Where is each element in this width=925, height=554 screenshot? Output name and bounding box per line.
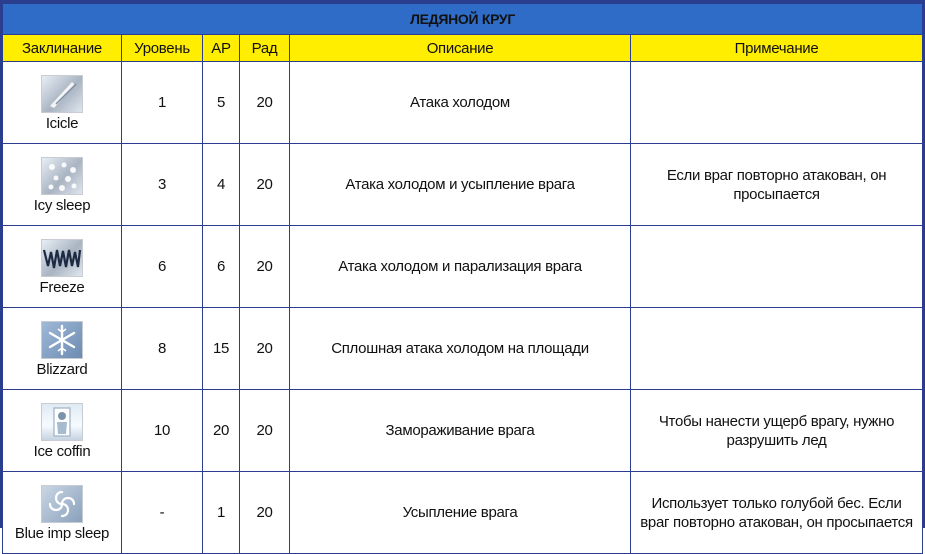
level-cell: 8 xyxy=(122,308,203,390)
spell-name: Freeze xyxy=(39,279,85,296)
radius-cell: 20 xyxy=(240,308,290,390)
spell-cell xyxy=(3,390,122,472)
spell-cell xyxy=(3,144,122,226)
table-row xyxy=(3,308,923,390)
spell-name: Icy sleep xyxy=(33,197,91,214)
table-title: ЛЕДЯНОЙ КРУГ xyxy=(3,4,923,35)
table-row xyxy=(3,144,923,226)
radius-cell: 20 xyxy=(240,62,290,144)
note-cell xyxy=(631,308,923,390)
spell-cell xyxy=(3,308,122,390)
spell-cell xyxy=(3,226,122,308)
description-cell: Атака холодом xyxy=(290,62,631,144)
note-cell: Чтобы нанести ущерб врагу, нужно разрушить лед xyxy=(631,390,923,472)
description-cell: Атака холодом и усыпление врага xyxy=(290,144,631,226)
spell-table xyxy=(2,3,923,554)
description-cell: Усыпление врага xyxy=(290,472,631,554)
description-cell: Замораживание врага xyxy=(290,390,631,472)
table-row xyxy=(3,226,923,308)
icy-sleep-icon xyxy=(41,157,83,195)
table-row xyxy=(3,62,923,144)
level-cell: 10 xyxy=(122,390,203,472)
spell-name: Blizzard xyxy=(36,361,88,378)
ap-cell: 20 xyxy=(203,390,240,472)
ap-cell: 4 xyxy=(203,144,240,226)
radius-cell: 20 xyxy=(240,226,290,308)
note-cell xyxy=(631,226,923,308)
spell-cell xyxy=(3,472,122,554)
spell-cell xyxy=(3,62,122,144)
vortex-icon xyxy=(41,485,83,523)
header-ap: AP xyxy=(203,35,240,62)
note-cell xyxy=(631,62,923,144)
spell-name: Ice coffin xyxy=(33,443,91,460)
table-row xyxy=(3,390,923,472)
header-spell: Заклинание xyxy=(3,35,122,62)
table-row xyxy=(3,472,923,554)
ice-coffin-icon xyxy=(41,403,83,441)
header-description: Описание xyxy=(290,35,631,62)
description-cell: Атака холодом и парализация врага xyxy=(290,226,631,308)
radius-cell: 20 xyxy=(240,390,290,472)
freeze-icon xyxy=(41,239,83,277)
header-note: Примечание xyxy=(631,35,923,62)
radius-cell: 20 xyxy=(240,144,290,226)
description-cell: Сплошная атака холодом на площади xyxy=(290,308,631,390)
level-cell: 6 xyxy=(122,226,203,308)
level-cell: 3 xyxy=(122,144,203,226)
ap-cell: 6 xyxy=(203,226,240,308)
spell-name: Blue imp sleep xyxy=(14,525,110,542)
spell-name: Icicle xyxy=(45,115,79,132)
header-level: Уровень xyxy=(122,35,203,62)
header-row xyxy=(3,35,923,62)
note-cell: Использует только голубой бес. Если враг повторно атакован, он просыпается xyxy=(631,472,923,554)
icicle-icon xyxy=(41,75,83,113)
ap-cell: 5 xyxy=(203,62,240,144)
note-cell: Если враг повторно атакован, он просыпается xyxy=(631,144,923,226)
level-cell: - xyxy=(122,472,203,554)
header-radius: Рад xyxy=(240,35,290,62)
ap-cell: 1 xyxy=(203,472,240,554)
snowflake-icon xyxy=(41,321,83,359)
radius-cell: 20 xyxy=(240,472,290,554)
level-cell: 1 xyxy=(122,62,203,144)
ap-cell: 15 xyxy=(203,308,240,390)
